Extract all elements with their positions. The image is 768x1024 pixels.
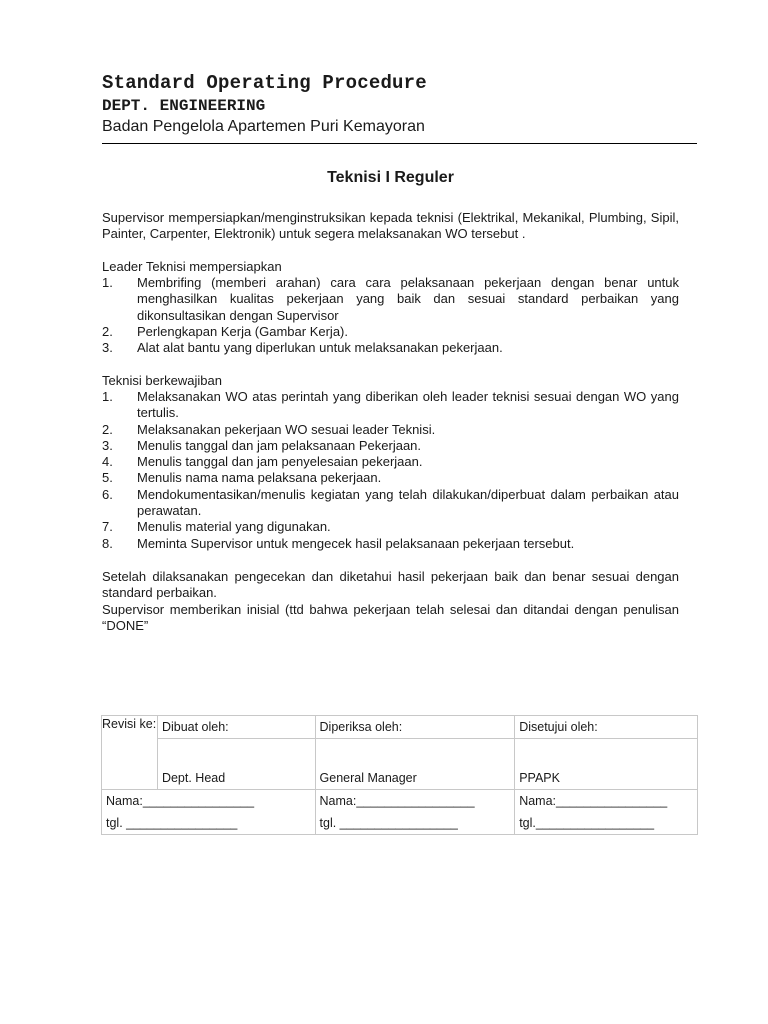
teknisi-list — [102, 389, 679, 552]
list-item — [102, 487, 679, 520]
header-organization: Badan Pengelola Apartemen Puri Kemayoran — [102, 118, 425, 135]
list-text: Meminta Supervisor untuk mengecek hasil pelaksanaan pekerjaan tersebut. — [137, 535, 575, 551]
list-number: 2. — [102, 421, 113, 437]
list-item — [102, 454, 679, 470]
approval-cell — [515, 716, 698, 790]
approval-label: Dibuat oleh: — [161, 720, 229, 734]
list-item — [102, 389, 679, 422]
intro-paragraph: Supervisor mempersiapkan/menginstruksikan kepada teknisi (Elektrikal, Mekanikal, Plumbing, Sipil, Painter, Carpenter, Elektronik) untuk segera melaksanakan WO tersebut . — [102, 210, 679, 242]
closing-paragraph: Supervisor memberikan inisial (ttd bahwa pekerjaan telah selesai dan ditandai dengan penulisan “DONE” — [102, 602, 679, 634]
approval-cell — [315, 716, 515, 790]
list-number: 3. — [102, 437, 113, 453]
list-number: 8. — [102, 535, 113, 551]
revision-cell — [102, 716, 158, 790]
list-text: Menulis tanggal dan jam penyelesaian pekerjaan. — [137, 454, 423, 470]
name-line: Nama:________________ — [106, 794, 255, 808]
list-text: Menulis material yang digunakan. — [137, 519, 331, 535]
header-divider — [102, 143, 697, 144]
list-number: 4. — [102, 454, 113, 470]
list-item — [102, 438, 679, 454]
list-number: 3. — [102, 340, 113, 356]
leader-heading: Leader Teknisi mempersiapkan — [102, 259, 282, 274]
teknisi-heading: Teknisi berkewajiban — [102, 373, 222, 388]
list-text: Menulis tanggal dan jam pelaksanaan Pekerjaan. — [137, 437, 422, 453]
list-text: Alat alat bantu yang diperlukan untuk melaksanakan pekerjaan. — [137, 340, 503, 356]
signature-table — [101, 715, 698, 835]
header-dept: DEPT. ENGINEERING — [102, 97, 266, 115]
approval-role: General Manager — [319, 771, 417, 785]
table-row — [102, 790, 698, 835]
approval-label: Disetujui oleh: — [519, 720, 598, 734]
signature-cell — [515, 790, 698, 835]
closing-paragraph: Setelah dilaksanakan pengecekan dan diketahui hasil pekerjaan baik dan benar sesuai dengan standard perbaikan. — [102, 569, 679, 601]
date-line: tgl. _________________ — [319, 816, 458, 830]
list-text: Membrifing (memberi arahan) cara cara pelaksanaan pekerjaan dengan benar untuk menghasilkan kualitas pekerjaan yang baik dan sesuai standard perbaikan yang dikonsultasikan dengan Supervisor — [137, 275, 679, 323]
name-line: Nama:________________ — [519, 794, 668, 808]
document-title: Teknisi I Reguler — [327, 169, 454, 186]
list-item — [102, 422, 679, 438]
list-text: Melaksanakan pekerjaan WO sesuai leader Teknisi. — [137, 421, 436, 437]
header-title: Standard Operating Procedure — [102, 72, 427, 94]
list-text: Mendokumentasikan/menulis kegiatan yang telah dilakukan/diperbuat dalam perbaikan atau perawatan. — [137, 486, 679, 519]
list-item — [102, 340, 679, 356]
date-line: tgl. ________________ — [106, 816, 238, 830]
list-item — [102, 324, 679, 340]
date-line: tgl._________________ — [519, 816, 655, 830]
list-item — [102, 519, 679, 535]
list-item — [102, 536, 679, 552]
list-number: 1. — [102, 389, 113, 404]
list-number: 2. — [102, 323, 113, 339]
revision-label: Revisi ke: — [102, 717, 157, 731]
list-number: 1. — [102, 275, 113, 290]
signature-cell — [102, 790, 316, 835]
list-text: Perlengkapan Kerja (Gambar Kerja). — [137, 323, 348, 339]
name-line: Nama:_________________ — [319, 794, 475, 808]
signature-cell — [315, 790, 515, 835]
list-text: Melaksanakan WO atas perintah yang diberikan oleh leader teknisi sesuai dengan WO yang tertulis. — [137, 389, 679, 421]
list-item — [102, 470, 679, 486]
list-text: Menulis nama nama pelaksana pekerjaan. — [137, 470, 382, 486]
list-number: 6. — [102, 486, 113, 502]
table-row — [102, 716, 698, 790]
list-item — [102, 275, 679, 324]
approval-role: PPAPK — [519, 771, 560, 785]
list-number: 5. — [102, 470, 113, 486]
approval-label: Diperiksa oleh: — [319, 720, 403, 734]
approval-cell — [157, 716, 315, 790]
list-number: 7. — [102, 519, 113, 535]
approval-role: Dept. Head — [161, 771, 226, 785]
leader-list — [102, 275, 679, 356]
